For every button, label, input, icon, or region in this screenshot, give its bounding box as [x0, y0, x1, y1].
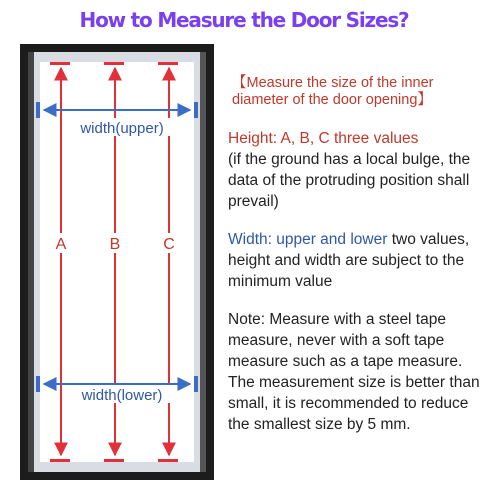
height-heading: Height: A, B, C three values: [228, 130, 419, 147]
width-heading: Width: upper and lower: [228, 231, 388, 248]
height-label-c: C: [163, 236, 175, 253]
height-text: (if the ground has a local bulge, the data of the protruding position shall prevail): [228, 151, 471, 210]
note-text: Note: Measure with a steel tape measure, never with a soft tape measure such as a tape measure. The measurement size is better than small, it is recommended to reduce the smallest size by 5 mm.: [228, 311, 480, 433]
note-section: [228, 309, 486, 435]
width-lower-label: width(lower): [81, 387, 163, 404]
page-title: How to Measure the Door Sizes?: [79, 8, 409, 32]
height-label-a: A: [55, 236, 67, 253]
height-section: [228, 128, 486, 212]
height-label-b: B: [109, 236, 121, 253]
width-upper-label: width(upper): [80, 120, 164, 137]
width-section: [228, 229, 486, 292]
width-text: two values, height and width are subject to the minimum value: [228, 231, 470, 290]
measure-note: 【Measure the size of the inner diameter of the door opening】: [232, 75, 434, 108]
